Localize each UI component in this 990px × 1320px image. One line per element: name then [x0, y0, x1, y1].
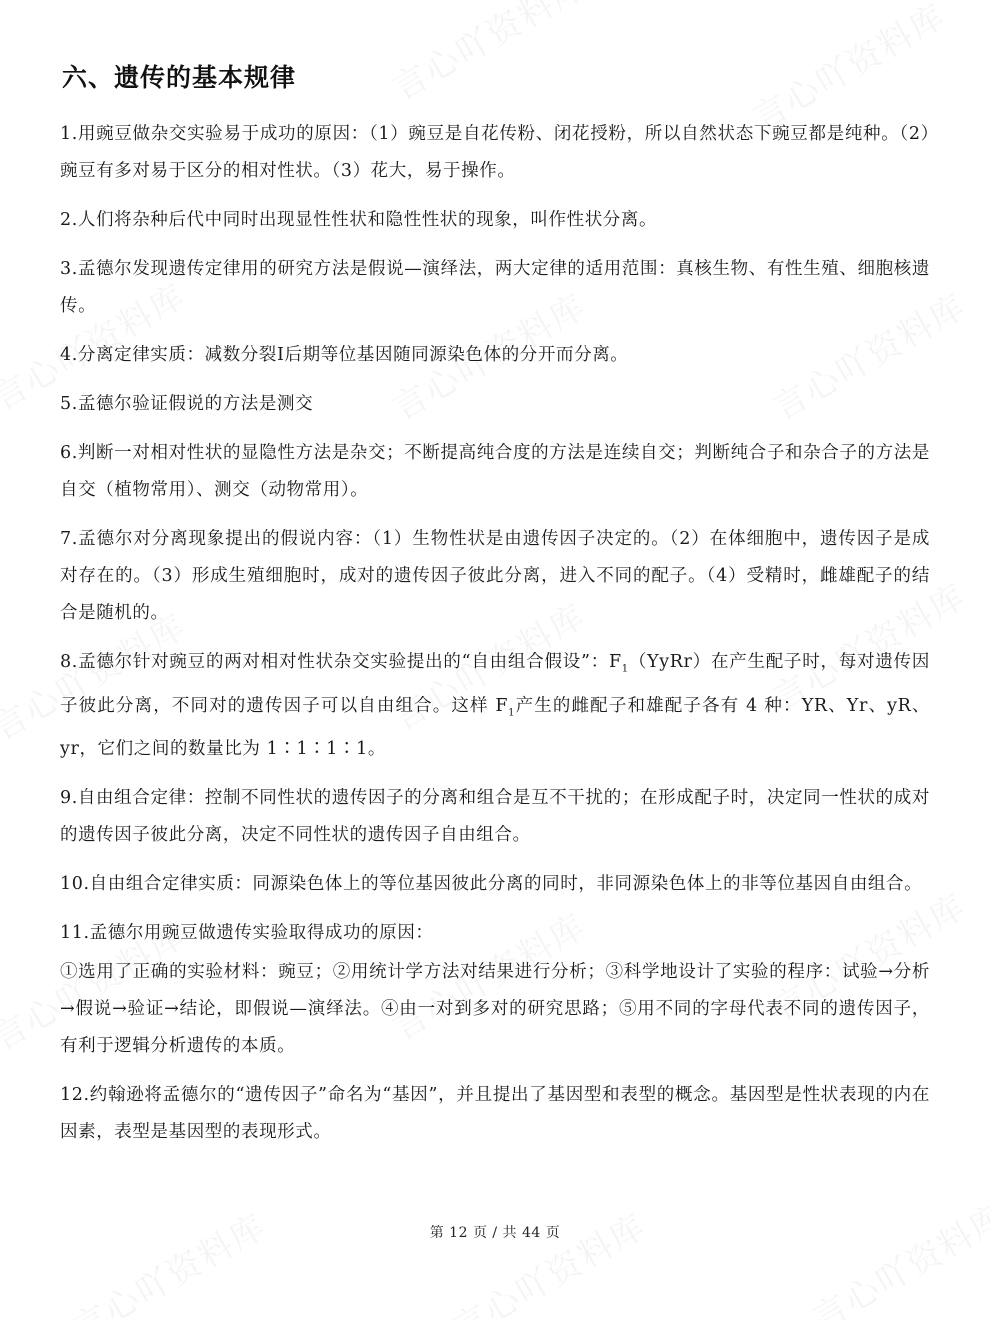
paragraph-10: 10.自由组合定律实质：同源染色体上的等位基因彼此分离的同时，非同源染色体上的非等位基因自由组合。	[60, 874, 923, 894]
footer-prefix: 第	[429, 1225, 445, 1241]
paragraph-8-part-3: 产生的雌配子和雄配子各有 4 种：YR、Yr、yR、yr，它们之间的数量比为 1∶1∶1∶1。	[60, 695, 930, 759]
footer-middle: 页 / 共	[472, 1225, 518, 1241]
paragraph-6: 6.判断一对相对性状的显隐性方法是杂交；不断提高纯合度的方法是连续自交；判断纯合子和杂合子的方法是自交（植物常用）、测交（动物常用）。	[60, 443, 930, 500]
paragraph-2: 2.人们将杂种后代中同时出现显性性状和隐性性状的现象，叫作性状分离。	[60, 210, 658, 230]
watermark	[62, 1199, 274, 1320]
subscript-1: 1	[621, 663, 629, 675]
page-footer	[0, 1222, 990, 1242]
paragraph-8-part-1: 8.孟德尔针对豌豆的两对相对性状杂交实验提出的“自由组合假设”：F	[60, 652, 622, 672]
paragraph-9: 9.自由组合定律：控制不同性状的遗传因子的分离和组合是互不干扰的；在形成配子时，决定同一性状的成对的遗传因子彼此分离，决定不同性状的遗传因子自由组合。	[60, 788, 930, 845]
paragraph-7: 7.孟德尔对分离现象提出的假说内容：（1）生物性状是由遗传因子决定的。（2）在体细胞中，遗传因子是成对存在的。（3）形成生殖细胞时，成对的遗传因子彼此分离，进入不同的配子。（4）受精时，雌雄配子的结合是随机的。	[60, 529, 930, 623]
paragraph-11-detail: ①选用了正确的实验材料：豌豆；②用统计学方法对结果进行分析；③科学地设计了实验的程序：试验→分析→假说→验证→结论，即假说—演绎法。④由一对到多对的研究思路；⑤用不同的字母代表不同的遗传因子，有利于逻辑分析遗传的本质。	[60, 962, 930, 1056]
paragraph-11: 11.孟德尔用豌豆做遗传实验取得成功的原因：	[60, 923, 434, 943]
paragraph-1: 1.用豌豆做杂交实验易于成功的原因：（1）豌豆是自花传粉、闭花授粉，所以自然状态下豌豆都是纯种。（2）豌豆有多对易于区分的相对性状。（3）花大，易于操作。	[60, 124, 930, 181]
subscript-1: 1	[508, 707, 516, 718]
paragraph-5: 5.孟德尔验证假说的方法是测交	[60, 394, 314, 414]
paragraph-8	[60, 644, 930, 768]
paragraph-4: 4.分离定律实质：减数分裂Ⅰ后期等位基因随同源染色体的分开而分离。	[60, 345, 629, 365]
current-page-number: 12	[449, 1225, 468, 1241]
total-page-count: 44	[522, 1225, 541, 1241]
footer-suffix: 页	[545, 1225, 561, 1241]
paragraph-3: 3.孟德尔发现遗传定律用的研究方法是假说—演绎法，两大定律的适用范围：真核生物、有性生殖、细胞核遗传。	[60, 259, 930, 316]
document-body	[60, 116, 930, 1163]
paragraph-12: 12.约翰逊将孟德尔的“遗传因子”命名为“基因”，并且提出了基因型和表型的概念。基因型是性状表现的内在因素，表型是基因型的表现形式。	[60, 1085, 930, 1142]
paragraph-8-part-2: （YyRr）在产生配子时，每对遗传因子彼此分离，不同对的遗传因子可以自由组合。这样 F	[60, 652, 931, 716]
section-title: 六、遗传的基本规律	[62, 63, 297, 92]
watermark	[382, 0, 594, 110]
watermark	[442, 1199, 654, 1320]
watermark	[802, 1189, 990, 1320]
